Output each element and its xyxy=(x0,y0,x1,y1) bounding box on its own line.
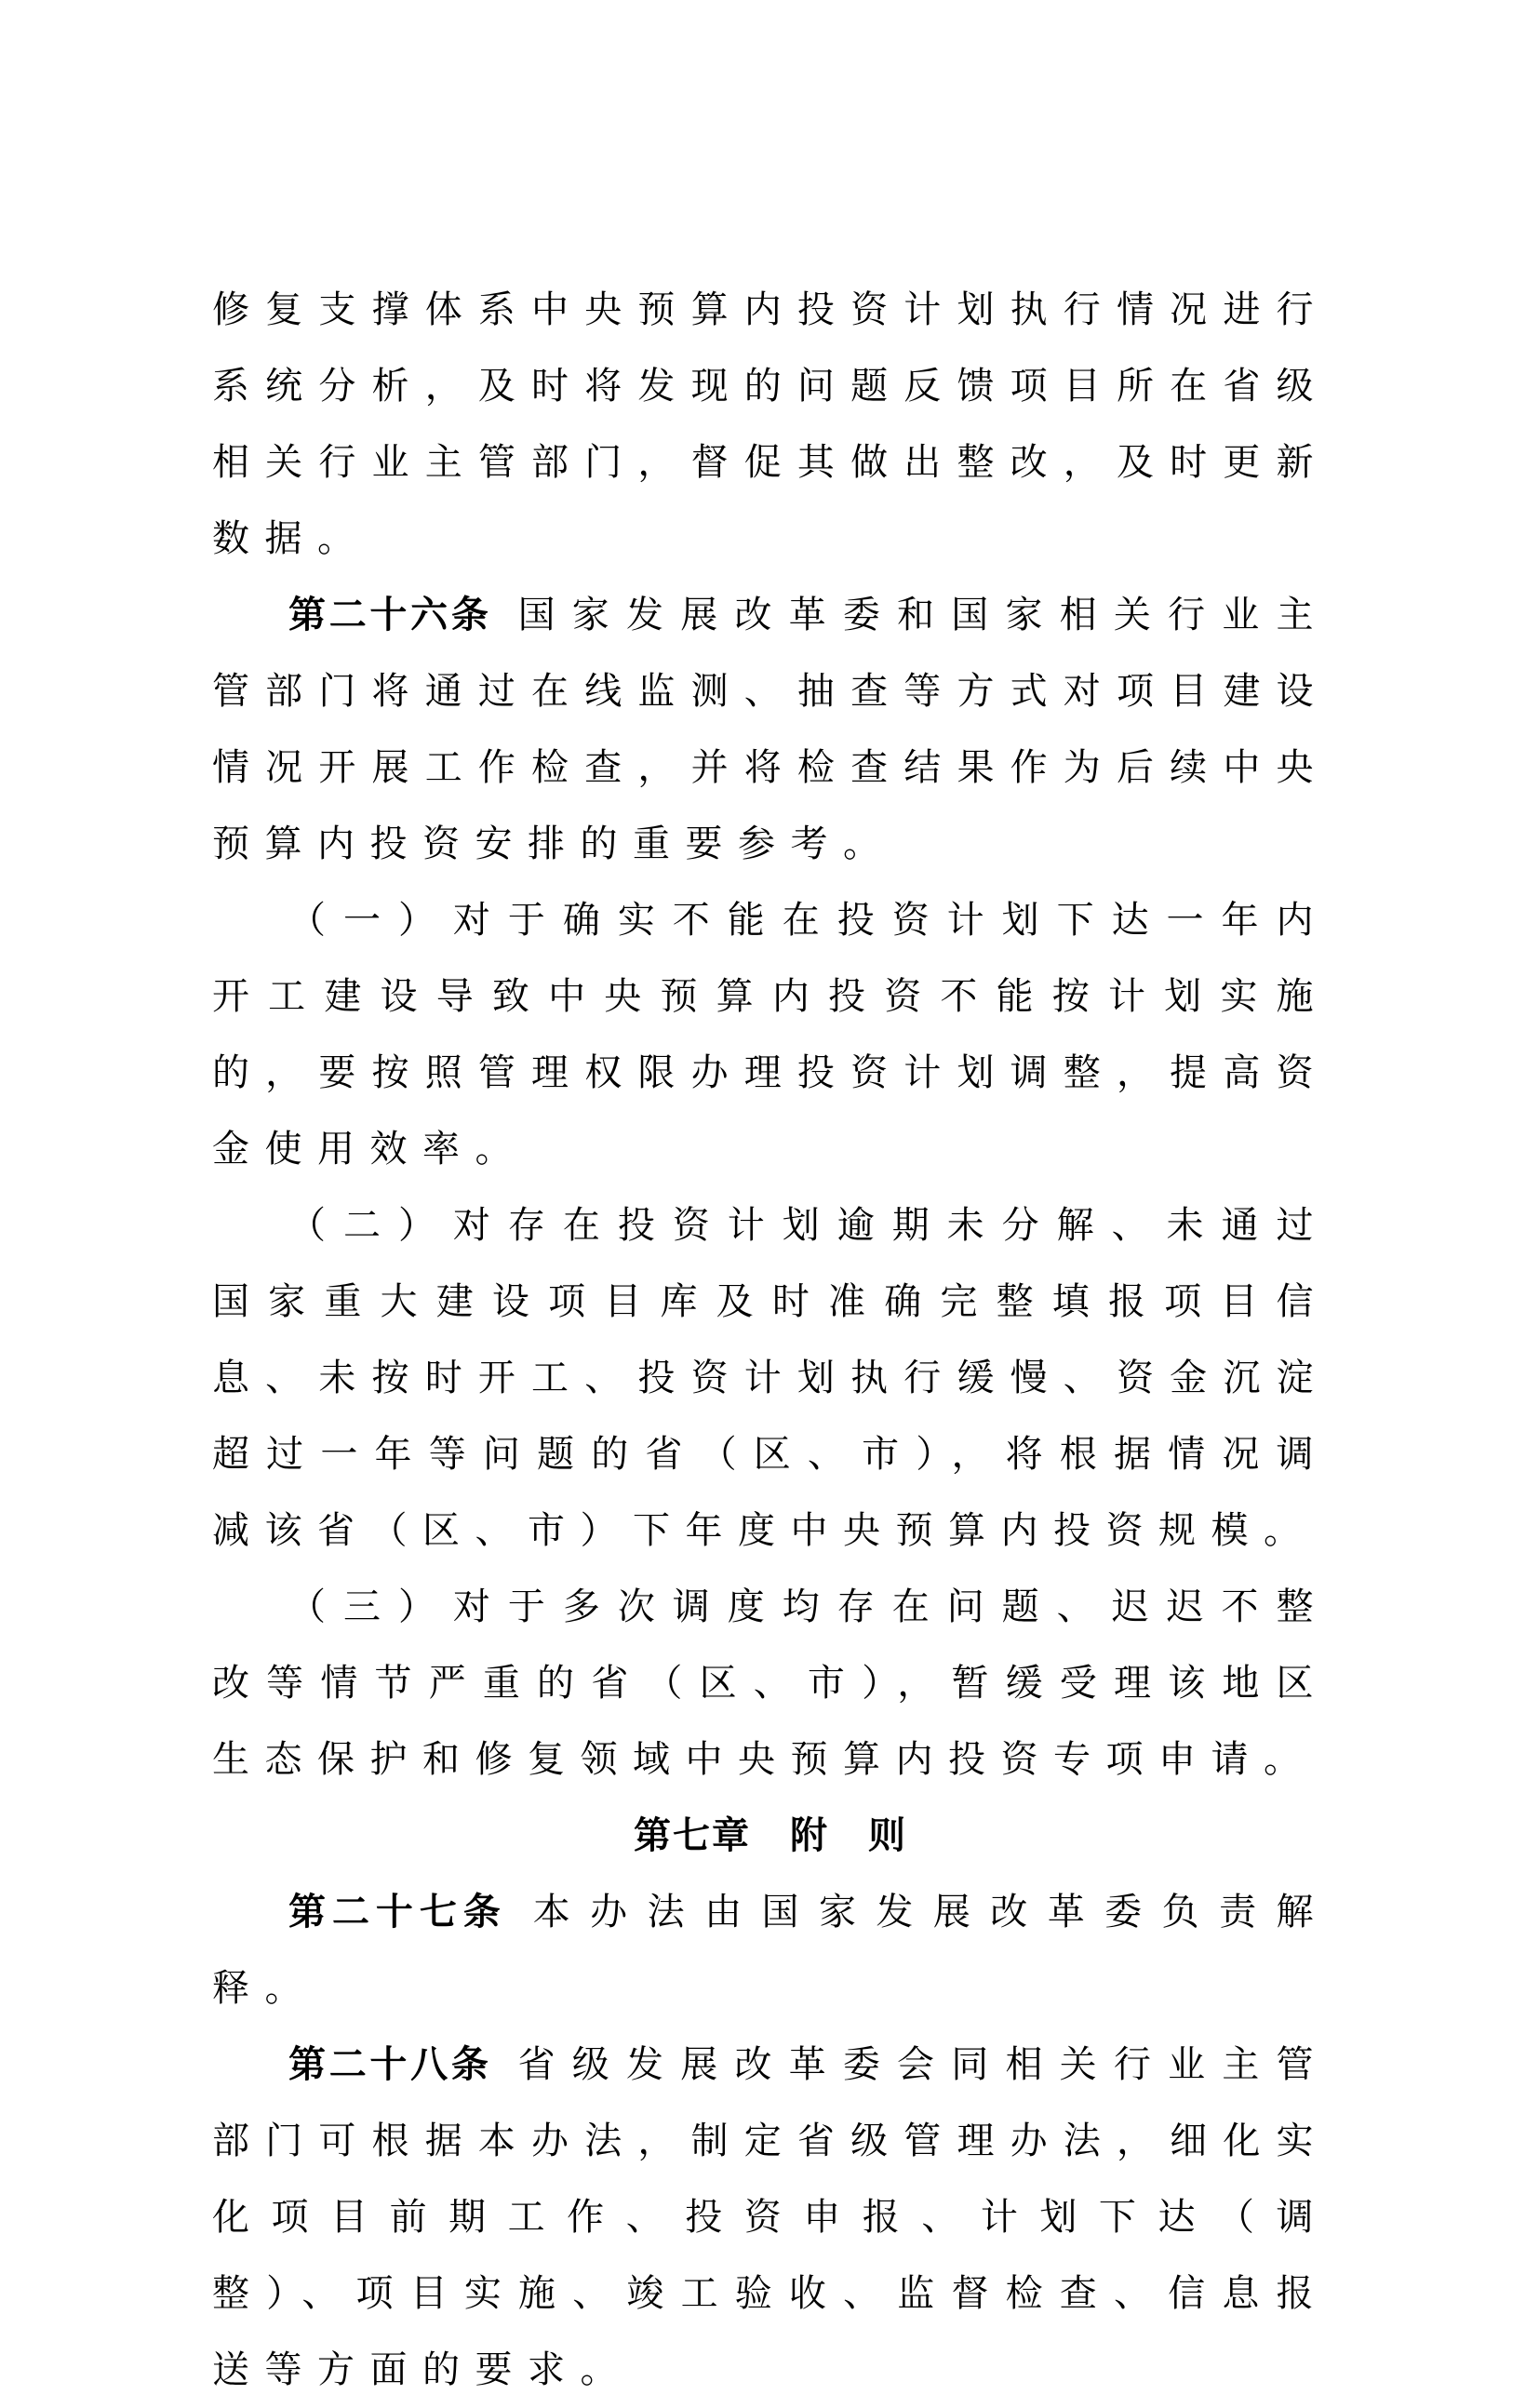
article-text: 本办法由国家发展改革委负责解释。 xyxy=(212,1891,1330,2010)
chapter-heading: 第七章 附 则 xyxy=(634,1814,907,1857)
document-page xyxy=(212,272,1329,2408)
article-text: 省级发展改革委会同相关行业主管部门可根据本办法，制定省级管理办法，细化实化项目前期工作、投资申报、计划下达（调整）、项目实施、竣工验收、监督检查、信息报送等方面的要求。 xyxy=(212,2043,1330,2391)
article-label: 第二十八条 xyxy=(288,2043,492,2086)
paragraph-continuation xyxy=(212,272,1329,577)
clause-text: （二）对存在投资计划逾期未分解、未通过国家重大建设项目库及时准确完整填报项目信息、未按时开工、投资计划执行缓慢、资金沉淀超过一年等问题的省（区、市），将根据情况调减该省（区、市）下年度中央预算内投资规模。 xyxy=(212,1204,1329,1552)
clause-1 xyxy=(212,882,1329,1187)
clause-2 xyxy=(212,1187,1329,1569)
paragraph-text: 修复支撑体系中央预算内投资计划执行情况进行系统分析，及时将发现的问题反馈项目所在省级相关行业主管部门，督促其做出整改，及时更新数据。 xyxy=(212,288,1329,560)
article-26 xyxy=(212,577,1329,882)
article-27 xyxy=(212,1874,1329,2027)
clause-3 xyxy=(212,1569,1329,1798)
article-label: 第二十六条 xyxy=(288,594,492,636)
clause-text: （三）对于多次调度均存在问题、迟迟不整改等情节严重的省（区、市），暂缓受理该地区生态保护和修复领域中央预算内投资专项申请。 xyxy=(212,1585,1329,1781)
article-text: 国家发展改革委和国家相关行业主管部门将通过在线监测、抽查等方式对项目建设情况开展工作检查，并将检查结果作为后续中央预算内投资安排的重要参考。 xyxy=(212,594,1330,865)
article-label: 第二十七条 xyxy=(288,1891,507,1933)
clause-text: （一）对于确实不能在投资计划下达一年内开工建设导致中央预算内投资不能按计划实施的，要按照管理权限办理投资计划调整，提高资金使用效率。 xyxy=(212,899,1329,1171)
article-28 xyxy=(212,2027,1329,2408)
